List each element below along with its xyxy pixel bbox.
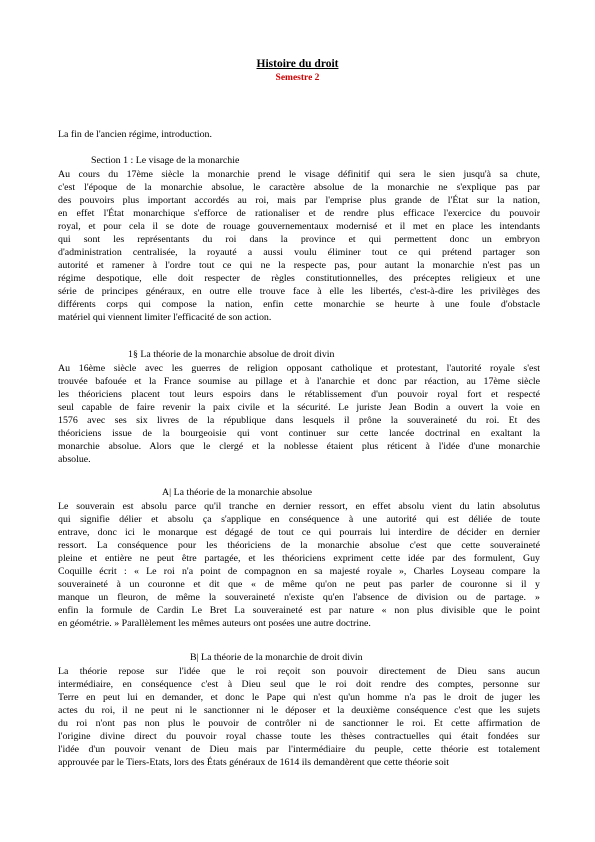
paragraph-line: trouvée bafouée et la France soumise au pillage et à l'anarchie et donc par réaction, au 17ème siècle xyxy=(58,376,540,387)
paragraph-line: Terre en peut lui en demander, et donc le Pape qui n'est qu'un homme n'a pas le droit de juger les xyxy=(58,692,540,703)
paragraph-line: intermédiaire, en conséquence c'est à Dieu seul que le roi doit rendre des comptes, personne sur xyxy=(58,679,540,690)
paragraph-line: différents corps qui compose la nation, enfin cette monarchie se heurte à une foule d'obstacle xyxy=(58,299,540,310)
paragraph-line: l'idée d'un pouvoir venant de Dieu mais par l'intermédiaire du peuple, cette théorie est totalement xyxy=(58,744,540,755)
paragraph-line: entrave, donc ici le monarque est dégagé de tout ce qui pourrais lui interdire de décider en dernier xyxy=(58,527,540,538)
paragraph-line: enfin la formule de Cardin Le Bret La souveraineté est par nature « non plus divisible que le point xyxy=(58,605,540,616)
paragraph-line: théoriciens issue de la bourgeoisie qui vont continuer sur cette lancée doctrinal en exaltant la xyxy=(58,428,540,439)
paragraph-line: régime despotique, elle doit respecter de règles constitutionnelles, des préceptes religieux et une xyxy=(58,273,540,284)
paragraph-line: Au cours du 17ème siècle la monarchie prend le visage définitif qui sera le sien jusqu'à sa chute, xyxy=(58,169,540,180)
section-heading: Section 1 : Le visage de la monarchie xyxy=(91,155,240,166)
paragraph-line: monarchie absolue. Alors que le clergé et la noblesse étaient plus réticent à l'idée d'une monarchie xyxy=(58,441,540,452)
paragraph-line: absolue. xyxy=(58,454,91,465)
subsection-heading: B| La théorie de la monarchie de droit divin xyxy=(190,652,363,663)
paragraph-line: 1576 avec ses six livres de la république dans lesquels il prône la souveraineté du roi. Et des xyxy=(58,415,540,426)
paragraph-line: qui signifie délier et absolu ça s'applique en conséquence à une autorité qui est déliée de toute xyxy=(58,514,540,525)
paragraph-line: Au 16ème siècle avec les guerres de religion opposant catholique et protestant, l'autorité royale s'est xyxy=(58,363,540,374)
intro-text: La fin de l'ancien régime, introduction. xyxy=(58,129,212,140)
paragraph-line: souveraineté à un couronne et dit que « de même qu'on ne peut pas parler de couronne si il y xyxy=(58,579,540,590)
paragraph-line: en géométrie. » Parallèlement les mêmes auteurs ont posées une autre doctrine. xyxy=(58,618,371,629)
paragraph-line: du roi n'ont pas non plus le pouvoir de contrôler ni de sanctionner le roi. Et cette affirmation de xyxy=(58,718,540,729)
paragraph-line: La théorie repose sur l'idée que le roi reçoit son pouvoir directement de Dieu sans aucun xyxy=(58,666,540,677)
paragraph-line: actes du roi, il ne peut ni le sanctionner ni le déposer et la deuxième conséquence c'est que les sujets xyxy=(58,705,540,716)
paragraph-line: en effet l'État monarchique s'efforce de rationaliser et de rendre plus efficace l'exercice du pouvoir xyxy=(58,208,540,219)
paragraph-line: qui sont les représentants du roi dans la province et qui permettent donc un embryon xyxy=(58,234,540,245)
paragraph-line: seul capable de faire revenir la paix civile et la sécurité. Le juriste Jean Bodin a ouvert la voie en xyxy=(58,402,540,413)
paragraph-line: Le souverain est absolu parce qu'il tranche en dernier ressort, en effet absolu vient du latin absolutus xyxy=(58,501,540,512)
paragraph-line: matériel qui viennent limiter l'efficacité de son action. xyxy=(58,312,272,323)
paragraph-line: approuvée par le Tiers-Etats, lors des États généraux de 1614 ils demandèrent que cette théorie soit xyxy=(58,757,450,768)
paragraph-line: royal, et pour cela il se dote de rouage gouvernementaux modernisé et il met en place les intendants xyxy=(58,221,540,232)
paragraph-line: c'est l'époque de la monarchie absolue, le caractère absolue de la monarchie ne s'explique pas par xyxy=(58,182,540,193)
paragraph-heading: 1§ La théorie de la monarchie absolue de droit divin xyxy=(128,349,335,360)
paragraph-line: Coquille écrit : « Le roi n'a point de compagnon en sa majesté royale », Charles Loyseau compare la xyxy=(58,566,540,577)
paragraph-line: l'origine divine direct du pouvoir royal chasse toute les thèses contractuelles qui était fondées sur xyxy=(58,731,540,742)
paragraph-line: ressort. La conséquence pour les théoriciens de la monarchie absolue c'est que cette souveraineté xyxy=(58,540,540,551)
paragraph-line: pleine et entière ne peut être partagée, et les théoriciens expriment cette idée par des formulent, Guy xyxy=(58,553,540,564)
document-subtitle: Semestre 2 xyxy=(275,73,320,83)
paragraph-line: série de principes généraux, en outre elle trouve face à elle les libertés, c'est-à-dire les privilèges des xyxy=(58,286,540,297)
paragraph-line: d'administration centralisée, la royauté a aussi voulu éliminer tout ce qui prétend partager son xyxy=(58,247,540,258)
document-title: Histoire du droit xyxy=(256,58,339,70)
paragraph-line: les théoriciens placent tout leurs espoirs dans le rétablissement d'un pouvoir royal fort et respecté xyxy=(58,389,540,400)
paragraph-line: des pouvoirs plus important accordés au roi, mais par l'emprise plus grande de l'État sur la nation, xyxy=(58,195,540,206)
paragraph-line: autorité et ramener à l'ordre tout ce qui ne la respecte pas, pour autant la monarchie n'est pas un xyxy=(58,260,540,271)
subsection-heading: A| La théorie de la monarchie absolue xyxy=(162,487,313,498)
paragraph-line: manque un fleuron, de même la souveraineté n'existe qu'en l'absence de division ou de partage. » xyxy=(58,592,540,603)
